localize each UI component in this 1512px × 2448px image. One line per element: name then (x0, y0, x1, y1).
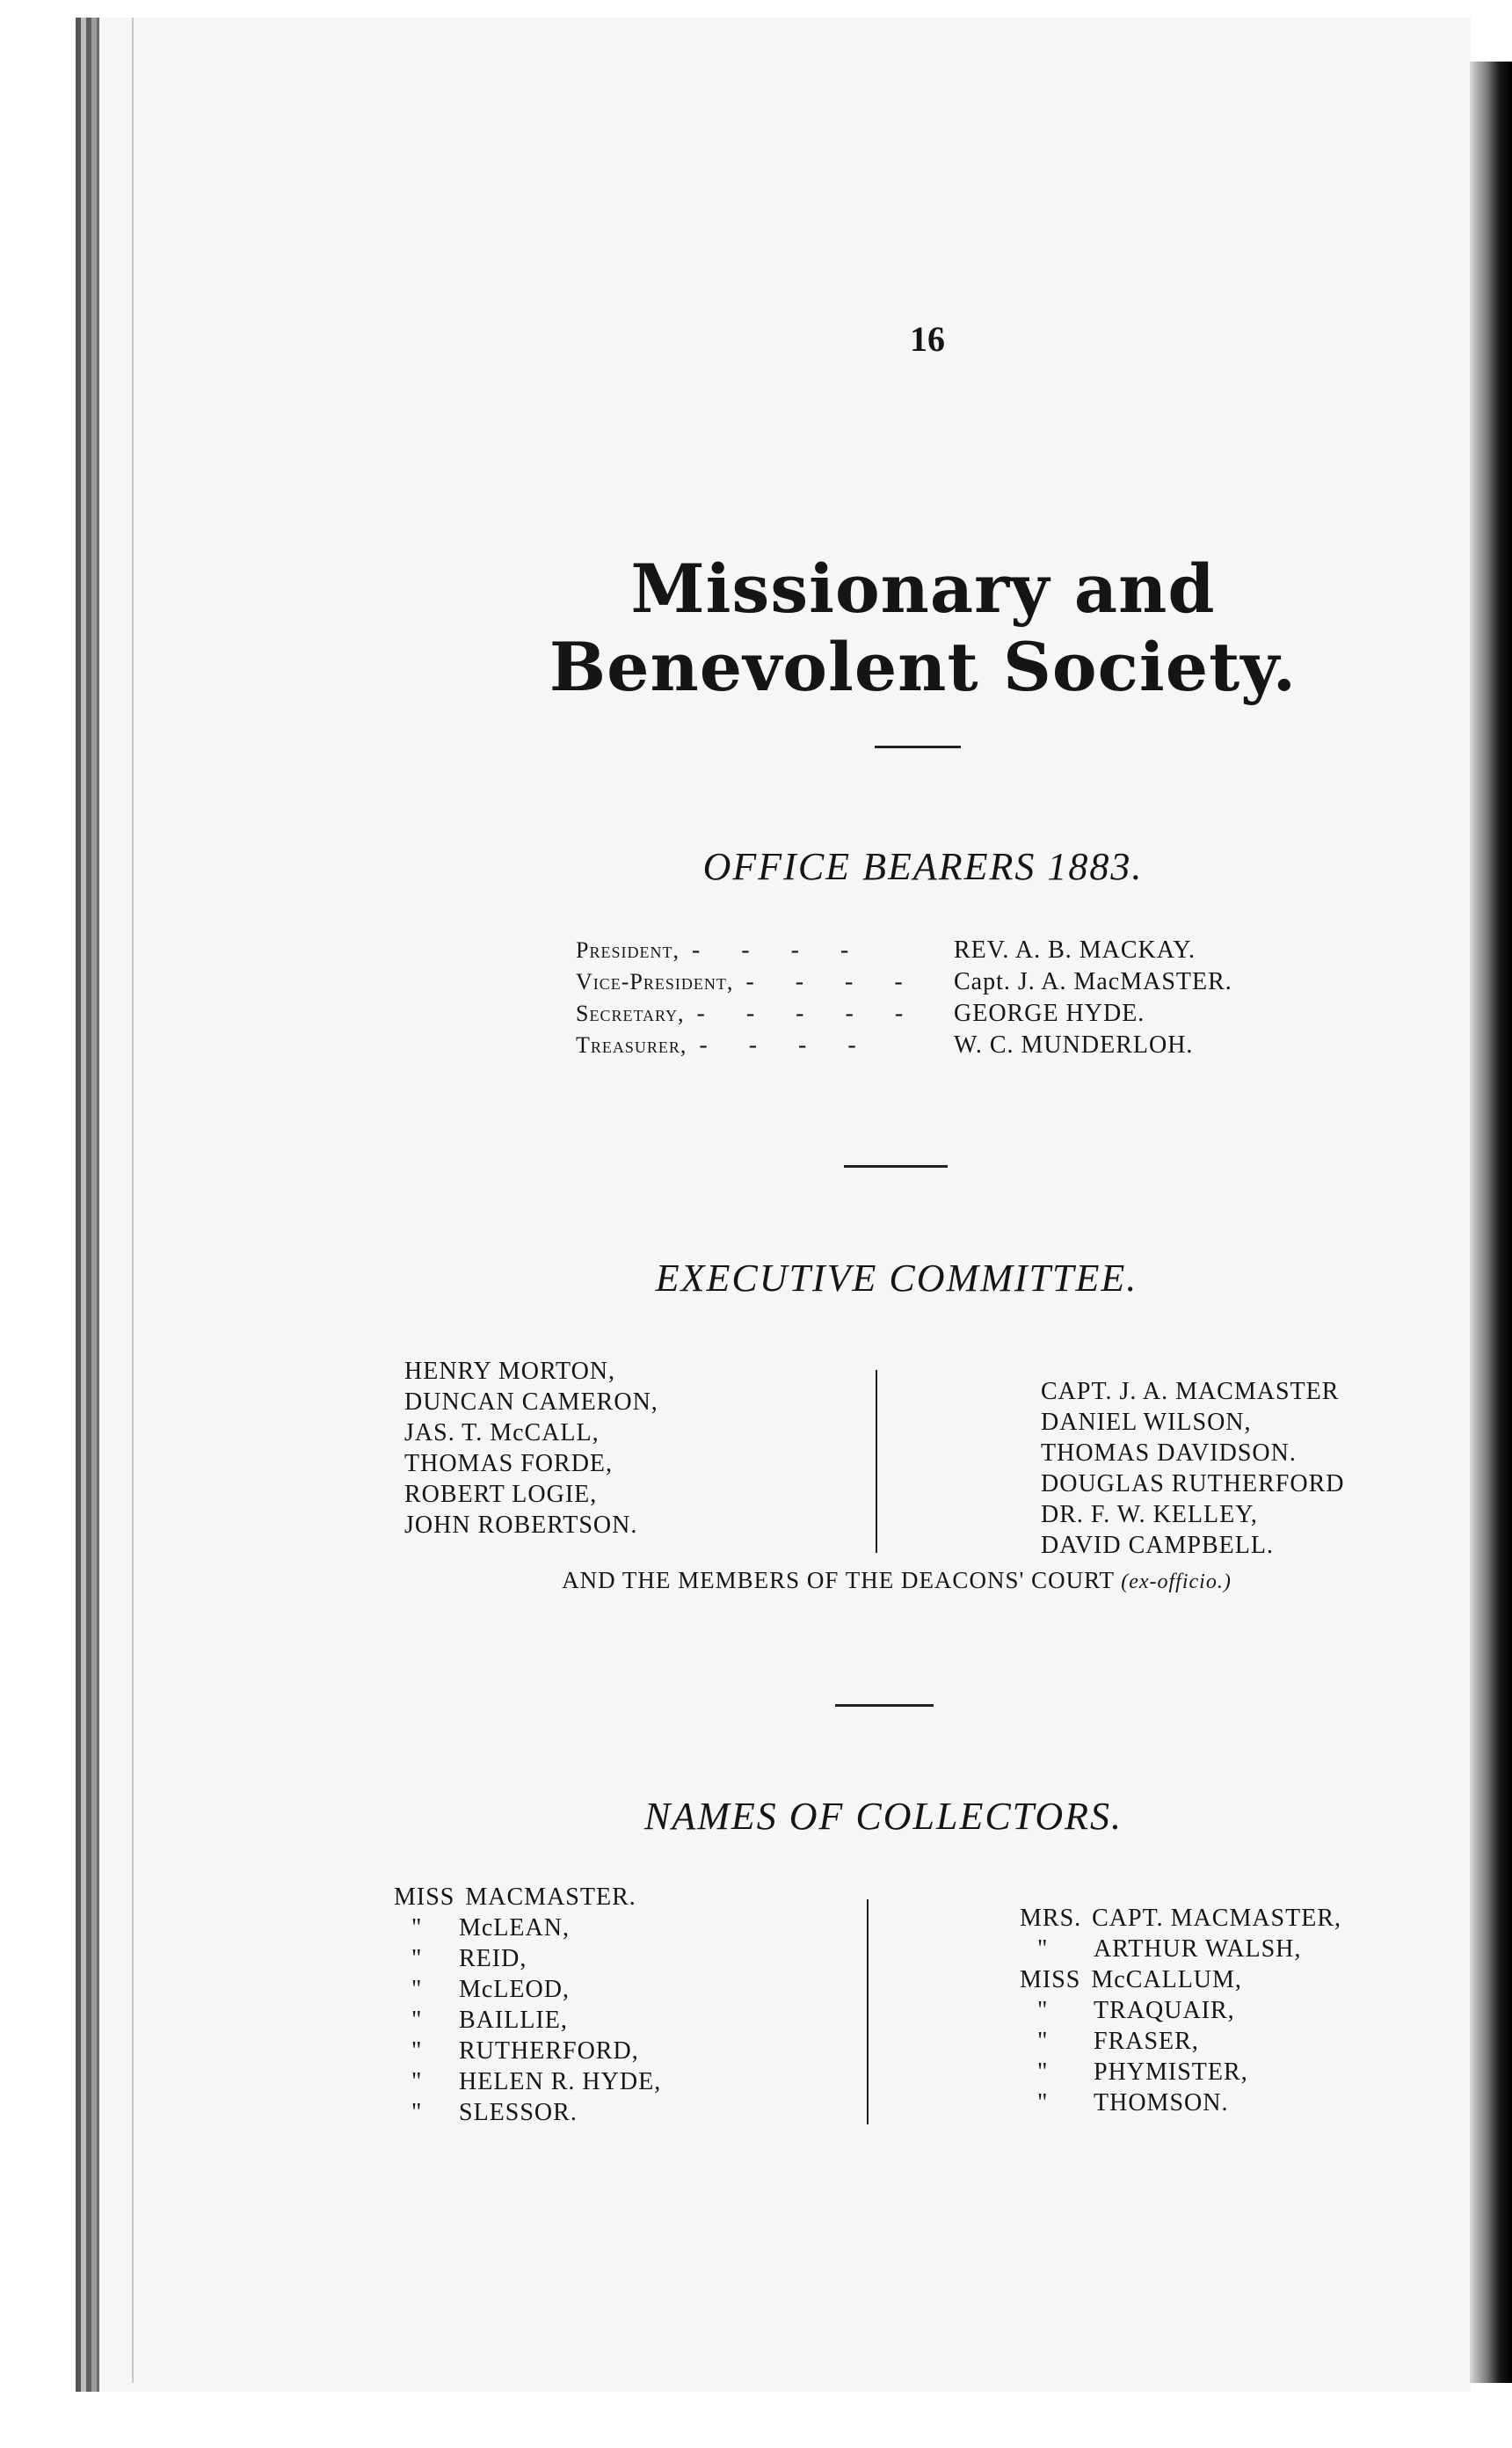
officer-role: Treasurer, (576, 1032, 687, 1058)
ditto-mark: " (411, 1976, 423, 2003)
collector-name: McLEAN, (459, 1914, 570, 1942)
list-item (1020, 1964, 1459, 1995)
ditto-mark: " (1037, 2028, 1049, 2055)
collector-name: TRAQUAIR, (1094, 1997, 1235, 2024)
list-item: THOMAS DAVIDSON. (1041, 1439, 1297, 1467)
list-item: DR. F. W. KELLEY, (1041, 1501, 1258, 1528)
officer-row (576, 1030, 1367, 1061)
list-item: ROBERT LOGIE, (404, 1481, 598, 1508)
ditto-mark: " (411, 1914, 423, 1942)
column-divider (867, 1899, 869, 2124)
list-item (1020, 1903, 1459, 1934)
officer-row (576, 998, 1367, 1030)
collector-name: SLESSOR. (459, 2099, 578, 2126)
page-number: 16 (910, 319, 945, 359)
collectors-right-column (1020, 1903, 1459, 2118)
leader-dots: - - - - (745, 968, 920, 995)
collector-name: BAILLIE, (459, 2007, 568, 2034)
list-item (394, 1943, 851, 1974)
officer-name: REV. A. B. MACKAY. (954, 936, 1196, 964)
list-item (1020, 2026, 1459, 2057)
collectors-heading: NAMES OF COLLECTORS. (643, 1795, 1123, 1838)
officer-name: GEORGE HYDE. (954, 1000, 1145, 1027)
deacons-court-note (457, 1567, 1336, 1594)
ditto-mark: " (411, 2007, 423, 2034)
page-spine-shadow (132, 18, 134, 2383)
note-italic: (ex-officio.) (1121, 1570, 1232, 1593)
name-prefix: MISS (1020, 1966, 1081, 1993)
list-item: DAVID CAMPBELL. (1041, 1532, 1274, 1559)
list-item: CAPT. J. A. MACMASTER (1041, 1378, 1340, 1405)
ditto-mark: " (1037, 1997, 1049, 2024)
collector-name: McCALLUM, (1091, 1966, 1242, 1993)
leader-dots: - - - - (691, 936, 867, 964)
officer-name: W. C. MUNDERLOH. (954, 1031, 1194, 1059)
ditto-mark: " (1037, 2058, 1049, 2086)
name-prefix: MRS. (1020, 1905, 1082, 1932)
executive-left-column (404, 1356, 844, 1541)
officer-row (576, 966, 1367, 998)
collector-name: McLEOD, (459, 1976, 570, 2003)
collector-name: PHYMISTER, (1094, 2058, 1248, 2086)
ditto-mark: " (1037, 1935, 1049, 1963)
page-title: Missionary and Benevolent Society. (549, 550, 1298, 706)
list-item (394, 2066, 851, 2097)
collector-name: MACMASTER. (465, 1883, 636, 1911)
officer-row (576, 935, 1367, 966)
list-item (394, 2036, 851, 2066)
list-item: JAS. T. McCALL, (404, 1419, 600, 1446)
officer-name: Capt. J. A. MacMASTER. (954, 968, 1232, 995)
officer-role: Secretary, (576, 1001, 685, 1026)
list-item: DUNCAN CAMERON, (404, 1388, 658, 1416)
list-item: THOMAS FORDE, (404, 1450, 614, 1477)
name-prefix: MISS (394, 1883, 455, 1911)
office-bearers-heading: OFFICE BEARERS 1883. (702, 845, 1144, 888)
note-text: AND THE MEMBERS OF THE DEACONS' COURT (562, 1567, 1115, 1593)
leader-dots: - - - - - (696, 1000, 921, 1027)
collector-name: REID, (459, 1945, 527, 1972)
executive-committee-heading: EXECUTIVE COMMITTEE. (655, 1257, 1138, 1300)
office-bearers-list (576, 935, 1367, 1061)
list-item (394, 2097, 851, 2128)
page-fore-edge (1470, 62, 1512, 2383)
officer-role: President, (576, 937, 680, 963)
collector-name: RUTHERFORD, (459, 2037, 639, 2065)
collector-name: THOMSON. (1094, 2089, 1229, 2116)
collector-name: CAPT. MACMASTER, (1092, 1905, 1342, 1932)
list-item (394, 1882, 851, 1912)
ditto-mark: " (411, 2037, 423, 2065)
column-divider (876, 1370, 877, 1553)
list-item: DOUGLAS RUTHERFORD (1041, 1470, 1345, 1497)
list-item: JOHN ROBERTSON. (404, 1512, 638, 1539)
list-item: DANIEL WILSON, (1041, 1409, 1252, 1436)
collector-name: HELEN R. HYDE, (459, 2068, 662, 2095)
list-item (394, 1912, 851, 1943)
officer-role: Vice-President, (576, 969, 734, 994)
list-item (1020, 2087, 1459, 2118)
collector-name: ARTHUR WALSH, (1094, 1935, 1302, 1963)
ditto-mark: " (1037, 2089, 1049, 2116)
list-item: HENRY MORTON, (404, 1358, 616, 1385)
ditto-mark: " (411, 2068, 423, 2095)
ditto-mark: " (411, 2099, 423, 2126)
collectors-left-column (394, 1882, 851, 2128)
list-item (1020, 1934, 1459, 1964)
leader-dots: - - - - (699, 1031, 874, 1059)
list-item (1020, 2057, 1459, 2087)
list-item (1020, 1995, 1459, 2026)
divider-rule (844, 1165, 948, 1168)
collector-name: FRASER, (1094, 2028, 1199, 2055)
list-item (394, 1974, 851, 2005)
divider-rule (875, 746, 961, 748)
list-item (394, 2005, 851, 2036)
ditto-mark: " (411, 1945, 423, 1972)
executive-right-column (1041, 1376, 1463, 1561)
divider-rule (835, 1704, 934, 1707)
